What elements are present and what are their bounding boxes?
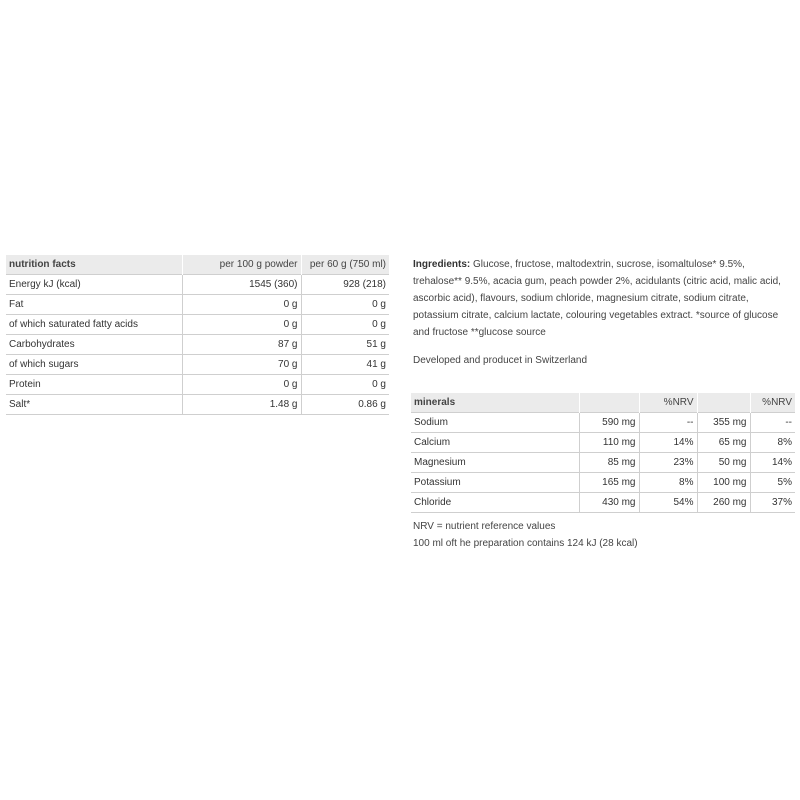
mineral-name: Chloride [411, 493, 579, 513]
mineral-amount-2: 355 mg [697, 413, 750, 433]
mineral-name: Sodium [411, 413, 579, 433]
mineral-amount-1: 85 mg [579, 453, 639, 473]
table-row [411, 493, 795, 513]
mineral-nrv-2: 8% [750, 433, 795, 453]
nutrient-name: Fat [6, 295, 182, 315]
mineral-nrv-2: 37% [750, 493, 795, 513]
nutrient-value-60g: 0 g [301, 295, 389, 315]
nutrient-name: of which saturated fatty acids [6, 315, 182, 335]
nutrition-facts-table [6, 255, 389, 415]
nutrition-header-label: nutrition facts [6, 255, 182, 275]
nutrient-value-60g: 51 g [301, 335, 389, 355]
nutrient-name: Protein [6, 375, 182, 395]
mineral-nrv-1: 23% [639, 453, 697, 473]
mineral-amount-1: 590 mg [579, 413, 639, 433]
table-row [411, 453, 795, 473]
minerals-header-nrv-2: %NRV [750, 393, 795, 413]
mineral-amount-2: 50 mg [697, 453, 750, 473]
nutrition-header-row [6, 255, 389, 275]
mineral-amount-1: 110 mg [579, 433, 639, 453]
nutrient-value-100g: 1.48 g [182, 395, 301, 415]
table-row [6, 395, 389, 415]
mineral-amount-1: 165 mg [579, 473, 639, 493]
mineral-amount-2: 65 mg [697, 433, 750, 453]
mineral-nrv-1: 8% [639, 473, 697, 493]
table-row [6, 315, 389, 335]
nrv-footnote: NRV = nutrient reference values [413, 521, 556, 532]
minerals-table [411, 393, 795, 513]
footnotes [413, 518, 638, 552]
mineral-amount-2: 260 mg [697, 493, 750, 513]
table-row [6, 295, 389, 315]
nutrient-value-100g: 1545 (360) [182, 275, 301, 295]
nutrient-name: of which sugars [6, 355, 182, 375]
table-row [6, 275, 389, 295]
origin-statement: Developed and producet in Switzerland [413, 355, 587, 366]
nutrient-name: Carbohydrates [6, 335, 182, 355]
minerals-header-amount-1 [579, 393, 639, 413]
preparation-footnote: 100 ml oft he preparation contains 124 kJ (28 kcal) [413, 538, 638, 549]
ingredients-text: Glucose, fructose, maltodextrin, sucrose, isomaltulose* 9.5%, trehalose** 9.5%, acacia gum, peach powder 2%, acidulants (citric acid, malic acid, ascorbic acid), flavours, sodium chloride, magnesium citrate, sodium citrate, potassium citrate, calcium lactate, colouring vegetables extract. *source of glucose and fructose **glucose source [413, 259, 781, 338]
nutrient-value-60g: 0 g [301, 375, 389, 395]
nutrient-name: Salt* [6, 395, 182, 415]
nutrient-value-100g: 70 g [182, 355, 301, 375]
minerals-header-row [411, 393, 795, 413]
table-row [411, 433, 795, 453]
mineral-name: Magnesium [411, 453, 579, 473]
mineral-nrv-2: 5% [750, 473, 795, 493]
mineral-nrv-1: 54% [639, 493, 697, 513]
nutrient-value-100g: 0 g [182, 315, 301, 335]
ingredients-paragraph [413, 256, 793, 341]
mineral-amount-2: 100 mg [697, 473, 750, 493]
mineral-name: Calcium [411, 433, 579, 453]
nutrition-header-per-100g: per 100 g powder [182, 255, 301, 275]
nutrient-value-60g: 928 (218) [301, 275, 389, 295]
table-row [6, 335, 389, 355]
mineral-nrv-1: -- [639, 413, 697, 433]
minerals-header-nrv-1: %NRV [639, 393, 697, 413]
mineral-nrv-1: 14% [639, 433, 697, 453]
nutrient-value-100g: 0 g [182, 375, 301, 395]
mineral-nrv-2: -- [750, 413, 795, 433]
nutrient-value-60g: 0.86 g [301, 395, 389, 415]
nutrient-value-100g: 0 g [182, 295, 301, 315]
table-row [411, 413, 795, 433]
mineral-amount-1: 430 mg [579, 493, 639, 513]
minerals-header-label: minerals [411, 393, 579, 413]
nutrient-value-100g: 87 g [182, 335, 301, 355]
nutrient-value-60g: 41 g [301, 355, 389, 375]
nutrient-name: Energy kJ (kcal) [6, 275, 182, 295]
table-row [6, 355, 389, 375]
mineral-nrv-2: 14% [750, 453, 795, 473]
minerals-header-amount-2 [697, 393, 750, 413]
table-row [411, 473, 795, 493]
table-row [6, 375, 389, 395]
nutrient-value-60g: 0 g [301, 315, 389, 335]
ingredients-label: Ingredients: [413, 259, 471, 270]
nutrition-header-per-60g: per 60 g (750 ml) [301, 255, 389, 275]
mineral-name: Potassium [411, 473, 579, 493]
